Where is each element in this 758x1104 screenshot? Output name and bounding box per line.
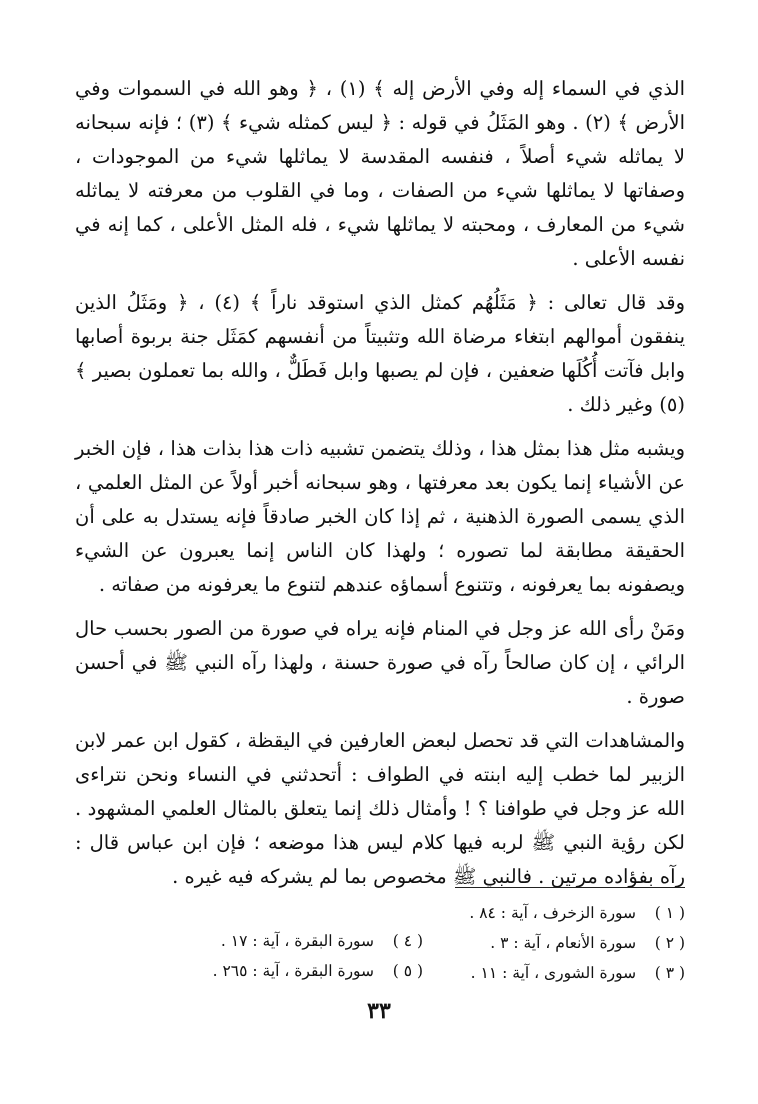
footnote-3 <box>471 964 685 982</box>
paragraph-2: وقد قال تعالى : ﴿ مَثَلُهُم كمثل الذي استوقد ناراً ﴾ (٤) ، ﴿ ومَثَلُ الذين ينفقون أموالهم ابتغاء مرضاة الله وتثبيتاً من أنفسهم كمَثَل جنة بربوة أصابها وابل فآتت أُكُلَها ضعفين ، فإن لم يصبها وابل فَطَلٌّ ، والله بما تعملون بصير ﴾ (٥) وغير ذلك . <box>75 291 685 416</box>
footnote-2 <box>490 934 685 952</box>
footnote-1 <box>469 904 685 922</box>
footnote-text: سورة الأنعام ، آية : ٣ . <box>490 934 637 952</box>
footnote-text: سورة الزخرف ، آية : ٨٤ . <box>469 904 637 922</box>
page-number: ٣٣ <box>367 998 391 1024</box>
paragraph-3: ويشبه مثل هذا بمثل هذا ، وذلك يتضمن تشبيه ذات هذا بذات هذا ، فإن الخبر عن الأشياء إنما يكون بعد معرفتها ، وهو سبحانه أخبر أولاً عن المثل العلمي ، الذي يسمى الصورة الذهنية ، ثم إذا كان الخبر صادقاً فإنه يستدل به على أن الحقيقة مطابقة لما تصوره ؛ ولهذا كان الناس إنما يعبرون عن الشيء ويصفونه بما يعرفونه ، وتتنوع أسماؤه عندهم لتنوع ما يعرفونه من صفاته . <box>75 437 685 596</box>
footnote-text: سورة البقرة ، آية : ٢٦٥ . <box>212 962 375 980</box>
footnote-number: ( ٢ ) <box>654 934 685 952</box>
footnote-number: ( ١ ) <box>654 904 685 922</box>
footnote-5 <box>213 962 423 980</box>
footnote-4 <box>221 932 423 950</box>
footnote-number: ( ٣ ) <box>654 964 685 982</box>
footnote-divider <box>455 887 685 888</box>
paragraph-5: والمشاهدات التي قد تحصل لبعض العارفين في اليقظة ، كقول ابن عمر لابن الزبير لما خطب إليه ابنته في الطواف : أتحدثني في النساء ونحن نتراءى الله عز وجل في طوافنا ؟ ! وأمثال ذلك إنما يتعلق بالمثال العلمي المشهود . لكن رؤية النبي ﷺ لربه فيها كلام ليس هذا موضعه ؛ فإن ابن عباس قال : رآه بفؤاده مرتين . فالنبي ﷺ مخصوص بما لم يشركه فيه غيره . <box>75 729 685 888</box>
footnote-text: سورة البقرة ، آية : ١٧ . <box>220 932 375 950</box>
footnote-number: ( ٤ ) <box>392 932 423 950</box>
page-body <box>75 72 685 904</box>
paragraph-4: ومَنْ رأى الله عز وجل في المنام فإنه يراه في صورة من الصور بحسب حال الرائي ، إن كان صالحاً رآه في صورة حسنة ، ولهذا رآه النبي ﷺ في أحسن صورة . <box>75 617 685 708</box>
footnote-number: ( ٥ ) <box>392 962 423 980</box>
footnote-text: سورة الشورى ، آية : ١١ . <box>470 964 637 982</box>
paragraph-1: الذي في السماء إله وفي الأرض إله ﴾ (١) ، ﴿ وهو الله في السموات وفي الأرض ﴾ (٢) . وهو المَثَلُ في قوله : ﴿ ليس كمثله شيء ﴾ (٣) ؛ فإنه سبحانه لا يماثله شيء أصلاً ، فنفسه المقدسة لا يماثلها شيء من الموجودات ، وصفاتها لا يماثلها شيء من الصفات ، وما في القلوب من معرفته لا يماثله شيء من المعارف ، ومحبته لا يماثلها شيء ، فله المثل الأعلى ، كما إنه في نفسه الأعلى . <box>75 77 686 270</box>
